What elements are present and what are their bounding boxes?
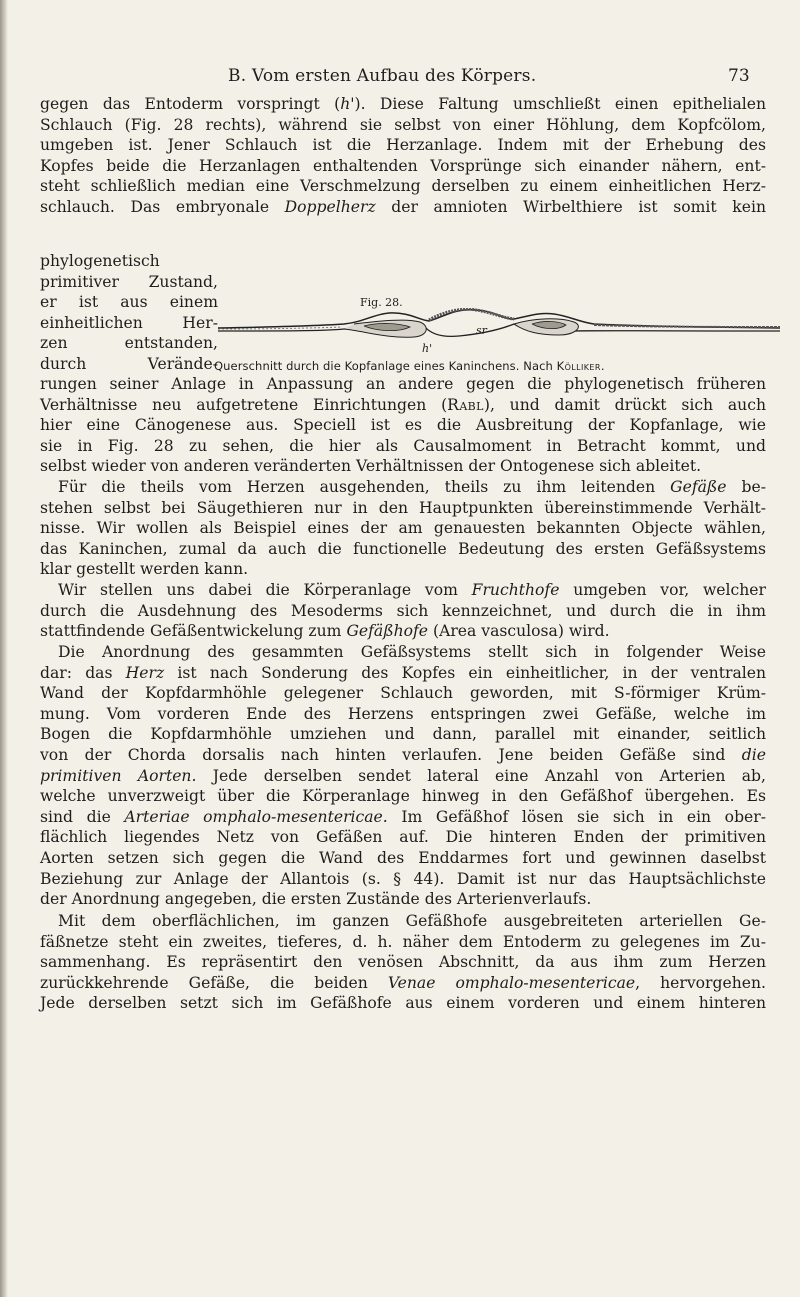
line-text: stehen selbst bei Säugethieren nur in den Hauptpunkten übereinstimmende Verhält-: [40, 498, 766, 517]
paragraph-4: [40, 642, 766, 910]
line-text: flächlich liegendes Netz von Gefäßen auf. Die hinteren Enden der primitiven: [40, 828, 766, 847]
line-text: rungen seiner Anlage in Anpassung an andere gegen die phylogenetisch früheren: [40, 375, 766, 393]
paragraph-1-continuation: [40, 374, 766, 477]
text-line: [40, 807, 766, 828]
line-text: schlauch. Das embryonale: [40, 197, 285, 216]
emphasis-text: Doppelherz: [284, 197, 376, 216]
text-line: [40, 135, 766, 156]
emphasis-text: Fruchthofe: [471, 581, 560, 599]
caption-text: Querschnitt durch die Kopfanlage eines Kaninchens. Nach: [214, 359, 557, 373]
text-line: [40, 766, 766, 787]
text-line: [40, 395, 766, 416]
text-line: [40, 869, 766, 890]
text-line: einheitlichen Her-: [40, 313, 218, 332]
line-text: gegen das Entoderm vorspringt (: [40, 95, 341, 113]
text-line: [40, 827, 766, 848]
line-text: klar gestellt werden kann.: [40, 560, 249, 579]
text-line: [40, 704, 766, 725]
line-text: das Kaninchen, zumal da auch die functionelle Bedeutung des ersten Gefäßsystems: [40, 539, 766, 558]
text-line: [40, 642, 766, 663]
text-line: er ist aus einem: [40, 293, 218, 312]
text-line: [40, 745, 766, 766]
line-text: be-: [726, 478, 766, 496]
text-line: [40, 518, 766, 539]
text-line: [40, 952, 766, 973]
caption-author: Kölliker.: [556, 359, 605, 373]
line-text: Kopfes beide die Herzanlagen enthaltenden Vorsprünge sich einander nähern, ent-: [40, 156, 766, 175]
line-text: durch die Ausdehnung des Mesoderms sich kennzeichnet, und durch die in ihm: [40, 601, 766, 620]
paragraph-2: [40, 477, 766, 580]
line-text: ). Diese Faltung umschließt einen epithelialen: [354, 95, 766, 113]
line-text: von der Chorda dorsalis nach hinten verlaufen. Jene beiden Gefäße sind: [40, 745, 742, 764]
line-text: hier eine Cänogenese aus. Speciell ist es die Ausbreitung der Kopfanlage, wie: [40, 416, 766, 435]
line-text: stattfindende Gefäßentwickelung zum: [40, 622, 347, 641]
line-text: steht schließlich median eine Verschmelzung derselben zu einem einheitlichen Herz-: [40, 177, 766, 196]
text-line: [40, 932, 766, 953]
line-text: ), und damit drückt sich auch: [483, 395, 766, 414]
line-text: Jede derselben setzt sich im Gefäßhofe aus einem vorderen und einem hinteren: [40, 994, 766, 1013]
page-number: 73: [728, 66, 750, 86]
text-line: [40, 176, 766, 197]
line-text: sie in Fig. 28 zu sehen, die hier als Causalmoment in Betracht kommt, und: [40, 436, 766, 455]
line-text: Wand der Kopfdarmhöhle gelegener Schlauch geworden, mit S-förmiger Krüm-: [40, 684, 766, 703]
line-text: umgeben vor, welcher: [559, 581, 766, 599]
emphasis-text: Rabl: [447, 395, 484, 414]
label-h-prime: h': [422, 342, 433, 355]
text-line: [40, 601, 766, 622]
text-line: [40, 663, 766, 684]
text-line: [40, 456, 766, 477]
line-text: zurückkehrende Gefäße, die beiden: [40, 973, 388, 992]
text-line: [40, 94, 766, 115]
line-text: Mit dem oberflächlichen, im ganzen Gefäßhofe ausgebreiteten arteriellen Ge-: [58, 912, 766, 930]
line-text: der Anordnung angegeben, die ersten Zustände des Arterienverlaufs.: [40, 890, 592, 909]
running-title: B. Vom ersten Aufbau des Körpers.: [228, 66, 537, 86]
text-line: [40, 559, 766, 580]
line-text: der amnioten Wirbelthiere ist somit kein: [375, 197, 766, 216]
text-line: [40, 621, 766, 642]
emphasis-text: Arteriae omphalo-mesentericae.: [124, 807, 388, 826]
line-text: Bogen die Kopfdarmhöhle umziehen und dann, parallel mit einander, seitlich: [40, 725, 766, 744]
line-text: Beziehung zur Anlage der Allantois (s. § 44). Damit ist nur das Hauptsächlichste: [40, 869, 766, 888]
emphasis-text: h': [340, 95, 355, 113]
line-text: sind die: [40, 807, 125, 826]
line-text: Wir stellen uns dabei die Körperanlage vom: [58, 581, 472, 599]
line-text: , hervorgehen.: [635, 973, 766, 992]
text-line: [40, 786, 766, 807]
text-line: [40, 115, 766, 136]
text-line: [40, 498, 766, 519]
line-text: ist nach Sonderung des Kopfes ein einheitlicher, in der ventralen: [164, 663, 766, 682]
line-text: Die Anordnung des gesammten Gefäßsystems stellt sich in folgender Weise: [58, 643, 766, 661]
line-text: Für die theils vom Herzen ausgehenden, theils zu ihm leitenden: [58, 478, 671, 496]
text-line: [40, 724, 766, 745]
emphasis-text: Venae omphalo-mesentericae: [387, 973, 636, 992]
page-binding-edge: [0, 0, 8, 1297]
figure-label: Fig. 28.: [360, 296, 403, 309]
text-line: [40, 436, 766, 457]
text-line: durch Verände-: [40, 354, 218, 373]
paragraph-3: [40, 580, 766, 642]
line-text: Aorten setzen sich gegen die Wand des Enddarmes fort und gewinnen daselbst: [40, 848, 766, 867]
paragraph-1-narrow-column: [40, 251, 218, 375]
figure-caption: [214, 359, 605, 373]
paragraph-5: [40, 911, 766, 1014]
line-text: Schlauch (Fig. 28 rechts), während sie selbst von einer Höhlung, dem Kopfcölom,: [40, 115, 766, 134]
text-line: zen entstanden,: [40, 334, 218, 353]
line-text: mung. Vom vorderen Ende des Herzens entspringen zwei Gefäße, welche im: [40, 704, 766, 723]
label-sr: sr: [476, 324, 487, 337]
text-line: [40, 683, 766, 704]
line-text: fäßnetze steht ein zweites, tieferes, d. h. näher dem Entoderm zu gelegenes im Zu-: [40, 932, 766, 951]
text-line: [40, 415, 766, 436]
text-line: [40, 374, 766, 395]
line-text: selbst wieder von anderen veränderten Verhältnissen der Ontogenese sich ableitet.: [40, 457, 702, 476]
line-text: Im Gefäßhof lösen sie sich in ein ober-: [387, 807, 767, 826]
emphasis-text: die: [741, 745, 766, 764]
text-line: [40, 580, 766, 601]
text-line: [40, 197, 766, 218]
text-line: [40, 993, 766, 1014]
line-text: (Area vasculosa) wird.: [428, 622, 610, 641]
line-text: umgeben ist. Jener Schlauch ist die Herzanlage. Indem mit der Erhebung des: [40, 136, 766, 155]
emphasis-text: primitiven Aorten.: [40, 766, 197, 785]
text-line: [40, 973, 766, 994]
text-line: [40, 539, 766, 560]
line-text: Verhältnisse neu aufgetretene Einrichtungen (: [40, 395, 448, 414]
text-line: primitiver Zustand,: [40, 272, 218, 291]
emphasis-text: Herz: [125, 663, 165, 682]
line-text: nisse. Wir wollen als Beispiel eines der am genauesten bekannten Objecte wählen,: [40, 519, 766, 538]
text-line: [40, 911, 766, 932]
figure-cross-section-drawing: [214, 308, 784, 358]
text-line: [40, 477, 766, 498]
paragraph-1: [40, 94, 766, 218]
line-text: welche unverzweigt über die Körperanlage hinweg in den Gefäßhof übergehen. Es: [40, 787, 766, 806]
emphasis-text: Gefäßhofe: [346, 622, 429, 641]
text-line: [40, 889, 766, 910]
line-text: dar: das: [40, 663, 126, 682]
text-line: [40, 848, 766, 869]
line-text: sammenhang. Es repräsentirt den venösen Abschnitt, da aus ihm zum Herzen: [40, 953, 766, 972]
running-head: [0, 66, 800, 88]
text-line: phylogenetisch: [40, 252, 160, 270]
text-line: [40, 156, 766, 177]
emphasis-text: Gefäße: [670, 478, 727, 496]
line-text: Jede derselben sendet lateral eine Anzahl von Arterien ab,: [196, 766, 766, 785]
